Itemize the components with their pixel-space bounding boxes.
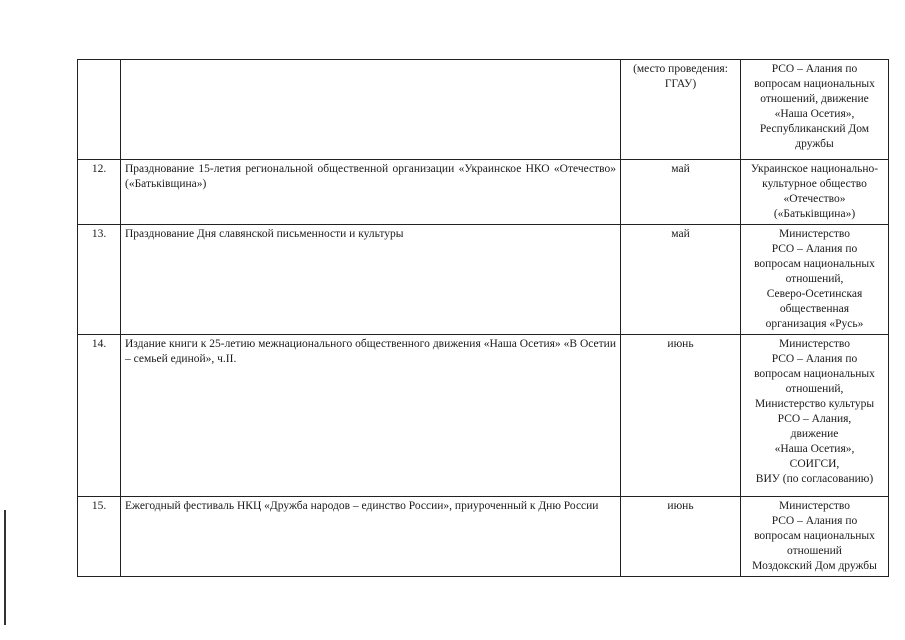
organizer-line: Украинское национально-: [750, 163, 879, 175]
organizer-cell: [741, 160, 889, 225]
organizer-line: дружбы: [795, 138, 834, 150]
organizer-line: «Наша Осетия»,: [774, 443, 855, 455]
organizer-line: Министерство: [779, 338, 850, 350]
organizer-line: вопросам национальных: [754, 78, 875, 90]
organizer-line: Моздокский Дом дружбы: [752, 560, 877, 572]
organizer-line: Министерство: [779, 228, 850, 240]
date-cell: [621, 497, 741, 577]
organizer-line: организация «Русь»: [765, 318, 864, 330]
organizer-line: ВИУ (по согласованию): [755, 473, 874, 485]
table-row: [78, 225, 889, 335]
event-cell: Ежегодный фестиваль НКЦ «Дружба народов – единство России», приуроченный к Дню России: [121, 497, 621, 577]
event-cell: Празднование Дня славянской письменности и культуры: [121, 225, 621, 335]
organizer-cell: [741, 335, 889, 497]
organizer-line: «Отечество»: [783, 193, 846, 205]
table-row: [78, 497, 889, 577]
date-cell: [621, 225, 741, 335]
date-line: июнь: [667, 338, 694, 350]
organizer-line: Министерство культуры: [754, 398, 875, 410]
organizer-line: отношений, движение: [760, 93, 869, 105]
organizer-line: СОИГСИ,: [789, 458, 840, 470]
organizer-line: РСО – Алания по: [771, 63, 858, 75]
organizer-line: вопросам национальных: [754, 258, 875, 270]
event-cell: [121, 60, 621, 160]
row-number-cell: 13.: [78, 225, 121, 335]
table-row: [78, 60, 889, 160]
row-number-cell: [78, 60, 121, 160]
event-cell: Издание книги к 25-летию межнационального общественного движения «Наша Осетия» «В Осетии – семьей единой», ч.II.: [121, 335, 621, 497]
date-line: июнь: [667, 500, 694, 512]
table-row: [78, 160, 889, 225]
date-line: ГГАУ): [664, 78, 697, 90]
date-line: май: [671, 163, 690, 175]
organizer-line: общественная: [779, 303, 850, 315]
event-cell: Празднование 15-летия региональной общественной организации «Украинское НКО «Отечество» («Батьківщина»): [121, 160, 621, 225]
organizer-line: РСО – Алания,: [777, 413, 852, 425]
organizer-line: РСО – Алания по: [771, 243, 858, 255]
date-cell: [621, 60, 741, 160]
organizer-line: вопросам национальных: [754, 368, 875, 380]
organizer-cell: [741, 60, 889, 160]
organizer-line: вопросам национальных: [754, 530, 875, 542]
organizer-line: отношений,: [785, 273, 844, 285]
organizer-line: культурное общество: [762, 178, 867, 190]
organizer-cell: [741, 497, 889, 577]
organizer-line: Республиканский Дом: [759, 123, 870, 135]
organizer-cell: [741, 225, 889, 335]
row-number-cell: 15.: [78, 497, 121, 577]
events-table: [77, 59, 889, 577]
row-number-cell: 12.: [78, 160, 121, 225]
date-cell: [621, 335, 741, 497]
scan-margin-mark: [4, 510, 6, 625]
organizer-line: «Наша Осетия»,: [774, 108, 855, 120]
organizer-line: движение: [790, 428, 839, 440]
row-number-cell: 14.: [78, 335, 121, 497]
organizer-line: Северо-Осетинская: [766, 288, 863, 300]
organizer-line: РСО – Алания по: [771, 515, 858, 527]
date-line: май: [671, 228, 690, 240]
organizer-line: отношений: [787, 545, 842, 557]
organizer-line: («Батьківщина»): [773, 208, 856, 220]
date-cell: [621, 160, 741, 225]
organizer-line: Министерство: [779, 500, 850, 512]
organizer-line: РСО – Алания по: [771, 353, 858, 365]
table-row: [78, 335, 889, 497]
date-line: (место проведения:: [633, 63, 728, 75]
organizer-line: отношений,: [785, 383, 844, 395]
